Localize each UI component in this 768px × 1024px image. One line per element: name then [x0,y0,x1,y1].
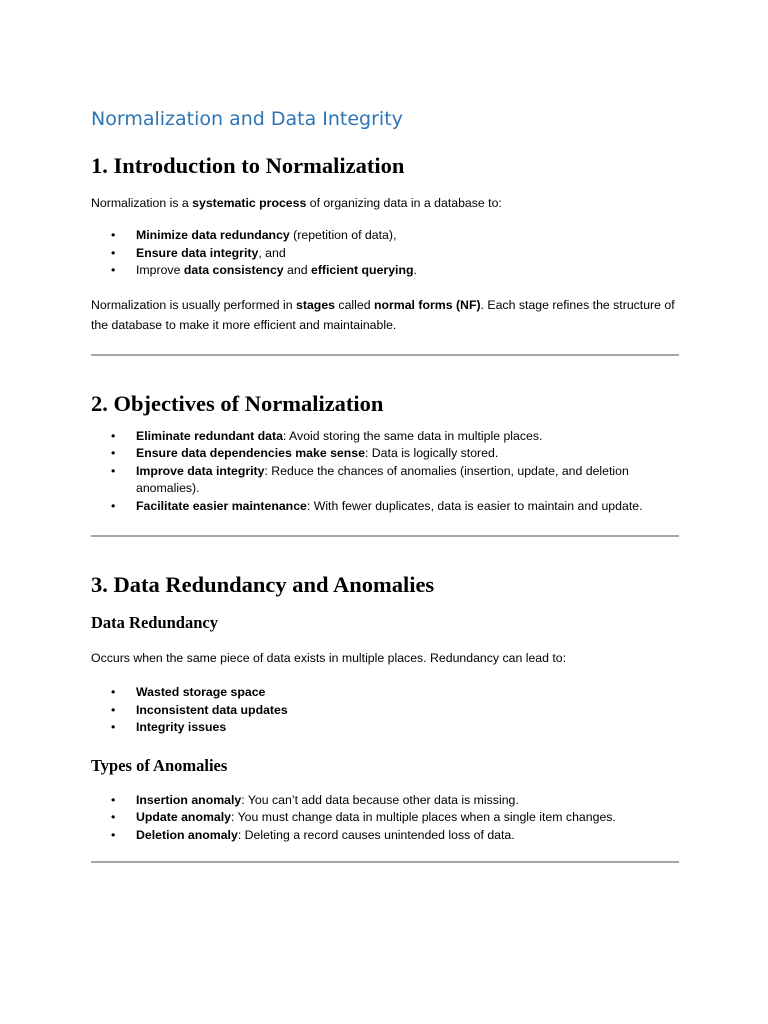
bold-text: Integrity issues [136,720,227,734]
bold-text: Insertion anomaly [136,792,242,807]
section-1-closing [91,295,679,335]
text-run: : Reduce the chances of anomalies (insertion, update, and deletion anomalies). [136,463,629,495]
bullet-icon: • [111,827,116,842]
list-item [91,428,679,446]
section-divider-1 [91,354,679,356]
bullet-icon: • [111,702,116,717]
bold-text: Inconsistent data updates [136,702,288,717]
text-run: : With fewer duplicates, data is easier to maintain and update. [306,498,643,513]
bold-text: Ensure data integrity [136,245,259,260]
bold-text: systematic process [192,196,307,210]
data-redundancy-list [91,684,679,737]
bold-text: Wasted storage space [136,685,266,699]
list-item [91,809,679,827]
list-item [91,702,679,720]
bold-text: Deletion anomaly [136,827,238,842]
list-item [91,792,679,810]
bullet-icon: • [111,498,116,513]
bold-text: Update anomaly [136,810,231,824]
bullet-icon: • [111,810,116,824]
list-item [91,827,679,845]
section-3-heading: 3. Data Redundancy and Anomalies [91,572,435,597]
bullet-icon: • [111,245,116,260]
bold-text: Minimize data redundancy [136,228,290,242]
bullet-icon: • [111,428,116,443]
text-run: : Avoid storing the same data in multiple places. [282,428,543,443]
list-item [91,684,679,702]
text-run: Improve [136,263,184,277]
text-run: : You must change data in multiple places when a single item changes. [230,810,616,824]
bullet-icon: • [111,685,116,699]
text-run: Normalization is a [91,196,193,210]
bullet-icon: • [111,446,116,460]
list-item [91,719,679,737]
list-item [91,445,679,463]
section-divider-3 [91,861,679,863]
document-title: Normalization and Data Integrity [91,108,403,130]
data-redundancy-heading: Data Redundancy [91,613,218,632]
bold-text: Improve data integrity [136,463,265,478]
section-2-list [91,428,679,516]
bold-text: data consistency [183,263,284,277]
section-1-heading: 1. Introduction to Normalization [91,153,405,178]
section-1-intro [91,193,679,213]
section-divider-2 [91,535,679,537]
text-run: called [335,297,374,312]
bold-text: stages [296,297,335,312]
bold-text: efficient querying [310,263,414,277]
list-item [91,262,679,280]
bold-text: Facilitate easier maintenance [136,498,307,513]
list-item [91,463,679,498]
section-1-list [91,227,679,280]
text-run: of organizing data in a database to: [306,196,502,210]
bullet-icon: • [111,463,116,478]
bullet-icon: • [111,263,116,277]
list-item [91,227,679,245]
text-run: . Each stage refines the structure of the database to make it more efficient and maintainable. [91,297,675,332]
list-item [91,245,679,263]
types-of-anomalies-heading: Types of Anomalies [91,755,228,775]
text-run: : Deleting a record causes unintended loss of data. [237,827,515,842]
bullet-icon: • [111,228,116,242]
bold-text: Ensure data dependencies make sense [136,446,365,460]
bullet-icon: • [111,792,116,807]
text-run: Normalization is usually performed in [91,297,297,312]
text-run: and [283,263,311,277]
document-body [91,104,679,863]
bold-text: Eliminate redundant data [136,428,283,443]
text-run: (repetition of data), [289,228,397,242]
data-redundancy-text: Occurs when the same piece of data exists in multiple places. Redundancy can lead to: [91,651,567,665]
text-run: . [413,263,417,277]
text-run: : You can’t add data because other data is missing. [241,792,519,807]
text-run: : Data is logically stored. [364,446,499,460]
list-item [91,498,679,516]
bold-text: normal forms (NF) [373,297,481,312]
section-2-heading: 2. Objectives of Normalization [91,390,384,416]
bullet-icon: • [111,720,116,734]
anomalies-list [91,792,679,845]
text-run: , and [258,245,286,260]
